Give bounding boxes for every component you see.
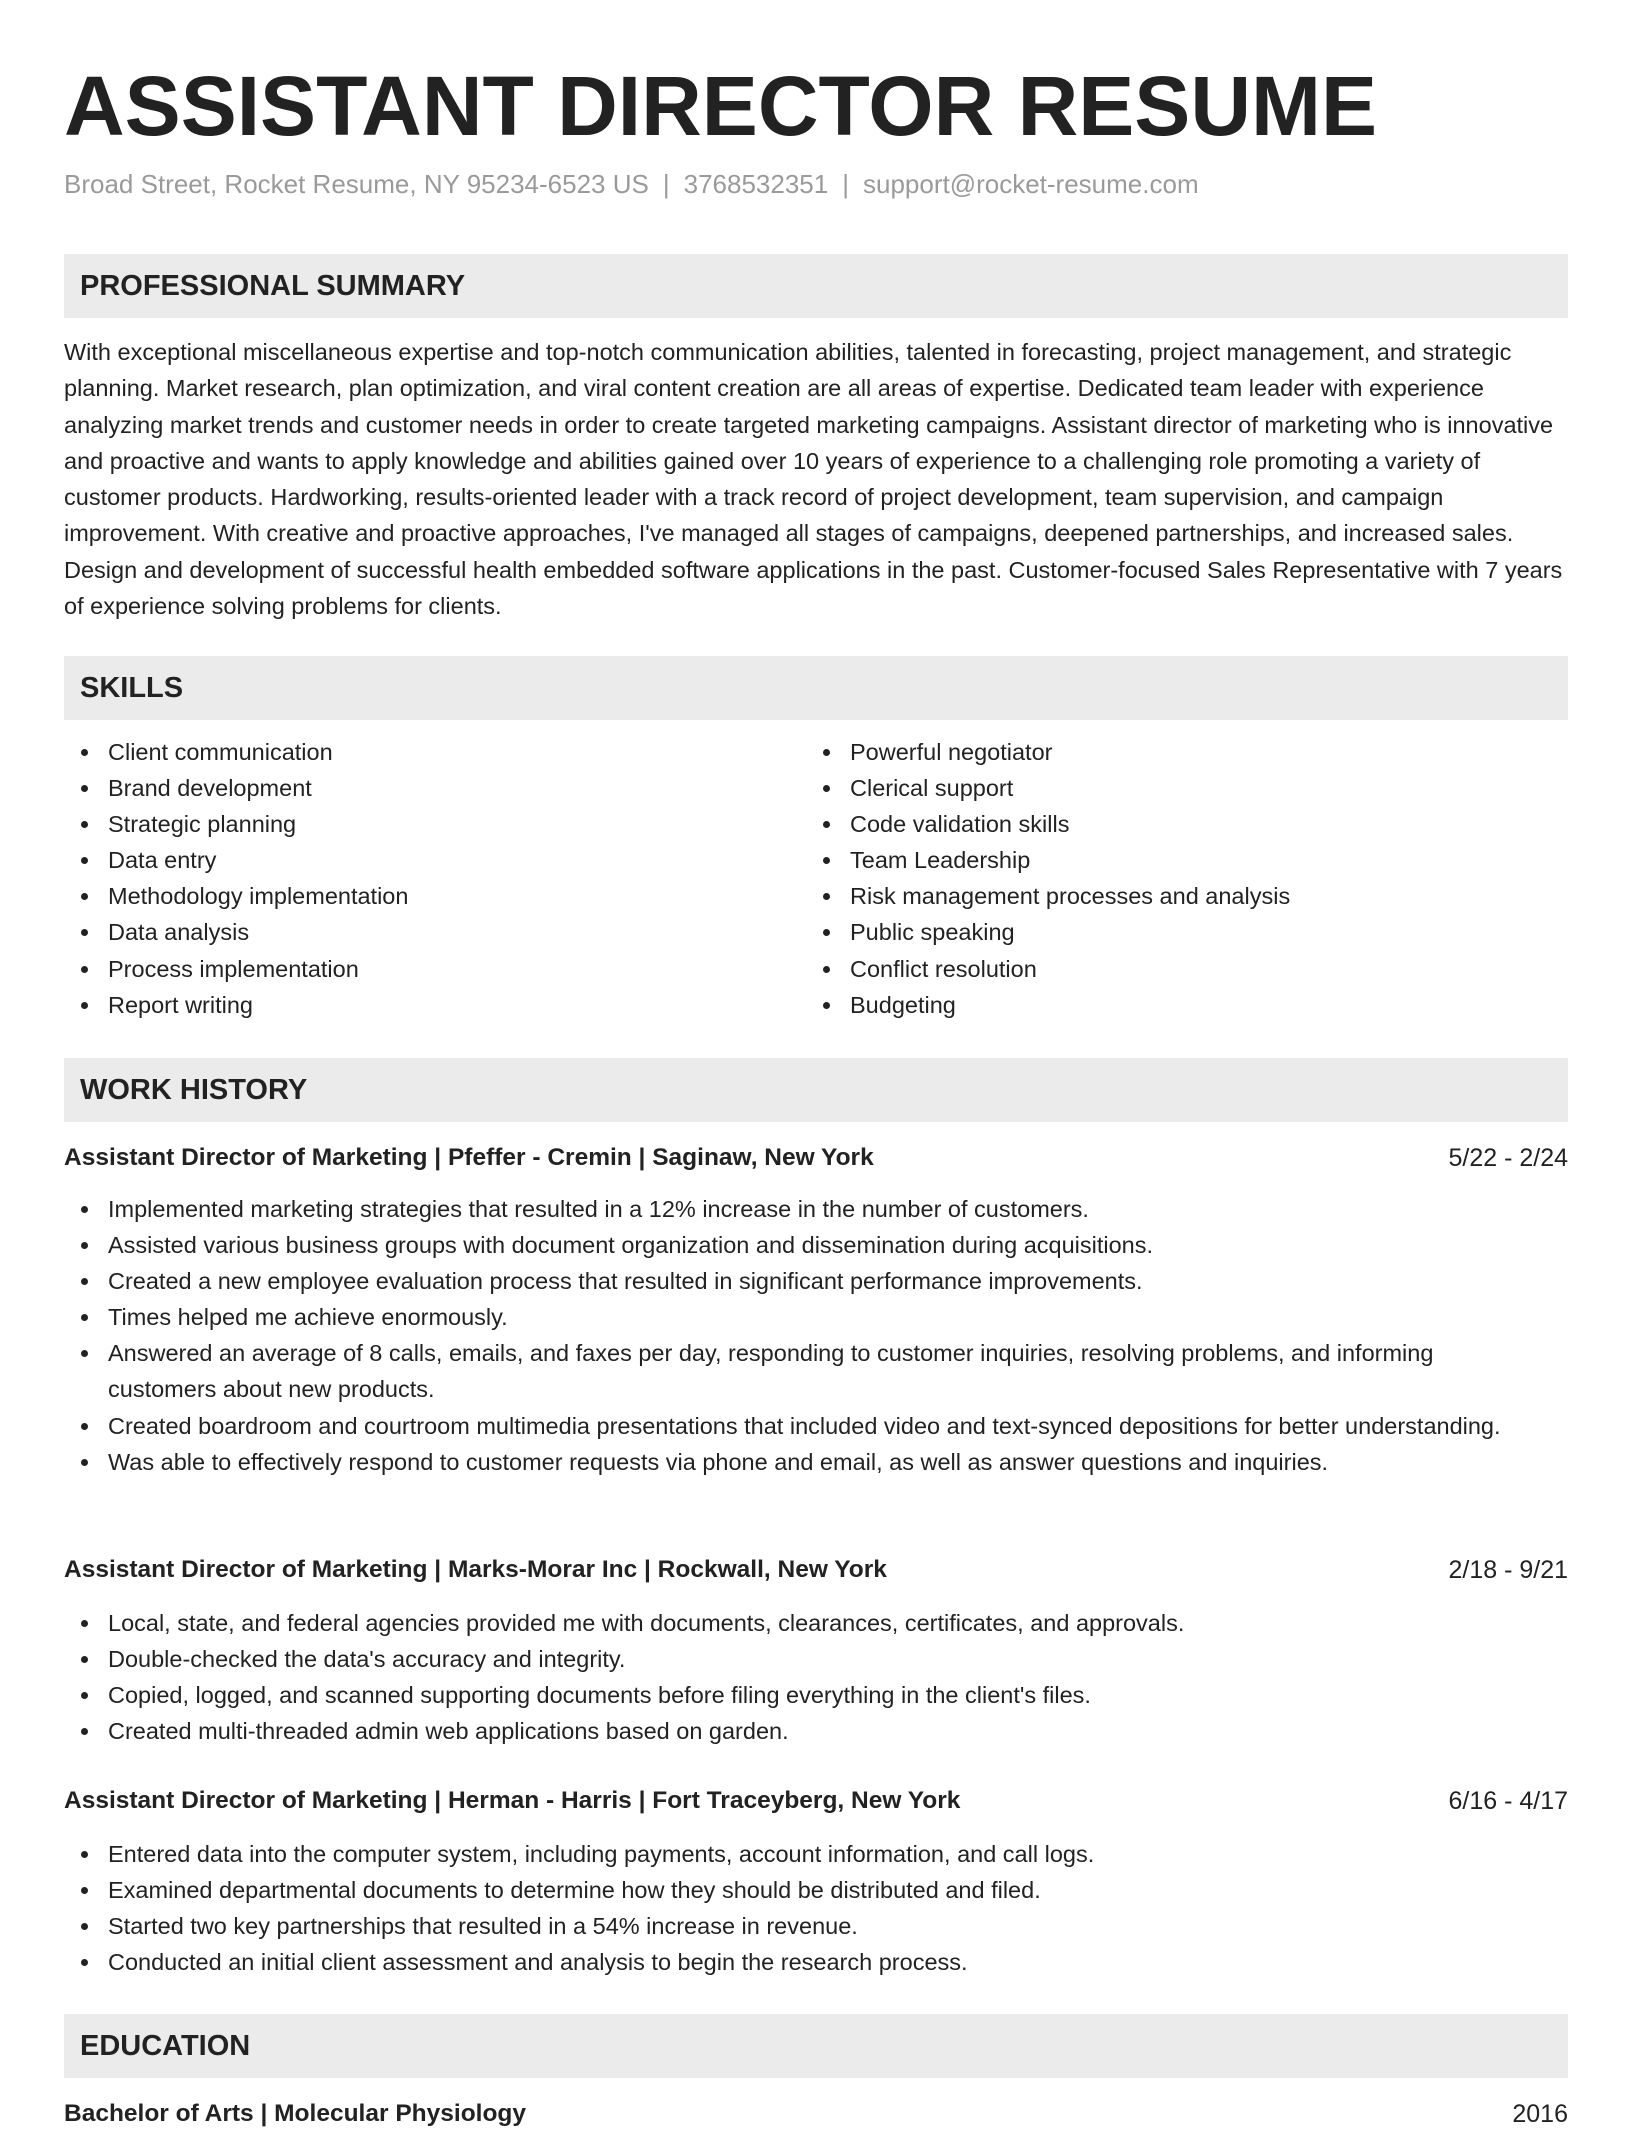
contact-email: support@rocket-resume.com [862,169,1199,199]
skills-list-left [64,734,764,1023]
education-entry [64,2094,1568,2134]
job-header [64,1781,1568,1821]
skill-item: Public speaking [806,914,1506,950]
summary-text: With exceptional miscellaneous expertise and top-notch communication abilities, talented in forecasting, project management, and strategic planning. Market research, plan optimization, and viral content creation are all areas of expertise. Dedicated team leader with experience analyzing market trends and customer needs in order to create targeted marketing campaigns. Assistant director of marketing who is innovative and proactive and wants to apply knowledge and abilities gained over 10 years of experience to a challenging role promoting a variety of customer products. Hardworking, results-oriented leader with a track record of project development, team supervision, and campaign improvement. With creative and proactive approaches, I've managed all stages of campaigns, deepened partnerships, and increased sales. Design and development of successful health embedded software applications in the past. Customer-focused Sales Representative with 7 years of experience solving problems for clients. [64,339,1563,620]
education-degree: Bachelor of Arts | Molecular Physiology [64,2100,527,2127]
skill-item: Conflict resolution [806,951,1506,987]
job-duties-list [64,1836,1544,1980]
skill-item: Process implementation [64,951,764,987]
job-dates: 2/18 - 9/21 [1448,1556,1568,1584]
skill-item: Brand development [64,770,764,806]
section-heading-skills: SKILLS [64,656,1568,720]
job-duty: Answered an average of 8 calls, emails, and faxes per day, responding to customer inquiries, resolving problems, and informing customers about new products. [64,1335,1544,1407]
skill-item: Code validation skills [806,806,1506,842]
section-heading-education: EDUCATION [64,2014,1568,2078]
skill-item: Team Leadership [806,842,1506,878]
job-duty: Created multi-threaded admin web applications based on garden. [64,1713,1544,1749]
education-year: 2016 [1512,2100,1568,2128]
job-duty: Started two key partnerships that resulted in a 54% increase in revenue. [64,1908,1544,1944]
section-heading-work-history: WORK HISTORY [64,1058,1568,1122]
skill-item: Budgeting [806,987,1506,1023]
skill-item: Client communication [64,734,764,770]
job-duty: Times helped me achieve enormously. [64,1299,1544,1335]
job-duties-list [64,1605,1544,1749]
job-dates: 5/22 - 2/24 [1448,1144,1568,1172]
skill-item: Clerical support [806,770,1506,806]
job-duty: Local, state, and federal agencies provided me with documents, clearances, certificates, and approvals. [64,1605,1544,1641]
skill-item: Risk management processes and analysis [806,878,1506,914]
job-title: Assistant Director of Marketing | Pfeffer - Cremin | Saginaw, New York [64,1144,874,1171]
job-duty: Copied, logged, and scanned supporting documents before filing everything in the client's files. [64,1677,1544,1713]
job-duty: Assisted various business groups with document organization and dissemination during acquisitions. [64,1227,1544,1263]
contact-separator: | [842,169,849,199]
job-title: Assistant Director of Marketing | Marks-Morar Inc | Rockwall, New York [64,1556,887,1583]
contact-line [64,164,1199,204]
contact-separator: | [662,169,670,199]
skill-item: Strategic planning [64,806,764,842]
job-title: Assistant Director of Marketing | Herman - Harris | Fort Traceyberg, New York [64,1787,961,1814]
skill-item: Data entry [64,842,764,878]
job-duty: Created a new employee evaluation process that resulted in significant performance improvements. [64,1263,1544,1299]
job-duty: Created boardroom and courtroom multimedia presentations that included video and text-synced depositions for better understanding. [64,1408,1544,1444]
job-duty: Implemented marketing strategies that resulted in a 12% increase in the number of customers. [64,1191,1544,1227]
skill-item: Report writing [64,987,764,1023]
section-heading-summary: PROFESSIONAL SUMMARY [64,254,1568,318]
skill-item: Powerful negotiator [806,734,1506,770]
job-duty: Was able to effectively respond to customer requests via phone and email, as well as answer questions and inquiries. [64,1444,1544,1480]
job-header [64,1550,1568,1590]
job-header [64,1138,1568,1178]
job-duty: Conducted an initial client assessment and analysis to begin the research process. [64,1944,1544,1980]
skill-item: Methodology implementation [64,878,764,914]
job-dates: 6/16 - 4/17 [1448,1787,1568,1815]
contact-address: Broad Street, Rocket Resume, NY 95234-6523 US [64,169,649,199]
job-duty: Entered data into the computer system, including payments, account information, and call logs. [64,1836,1544,1872]
skills-list-right [806,734,1506,1023]
job-duty: Examined departmental documents to determine how they should be distributed and filed. [64,1872,1544,1908]
contact-phone: 3768532351 [683,169,829,199]
skill-item: Data analysis [64,914,764,950]
job-duty: Double-checked the data's accuracy and integrity. [64,1641,1544,1677]
job-duties-list [64,1191,1544,1480]
resume-title: ASSISTANT DIRECTOR RESUME [64,59,1377,153]
